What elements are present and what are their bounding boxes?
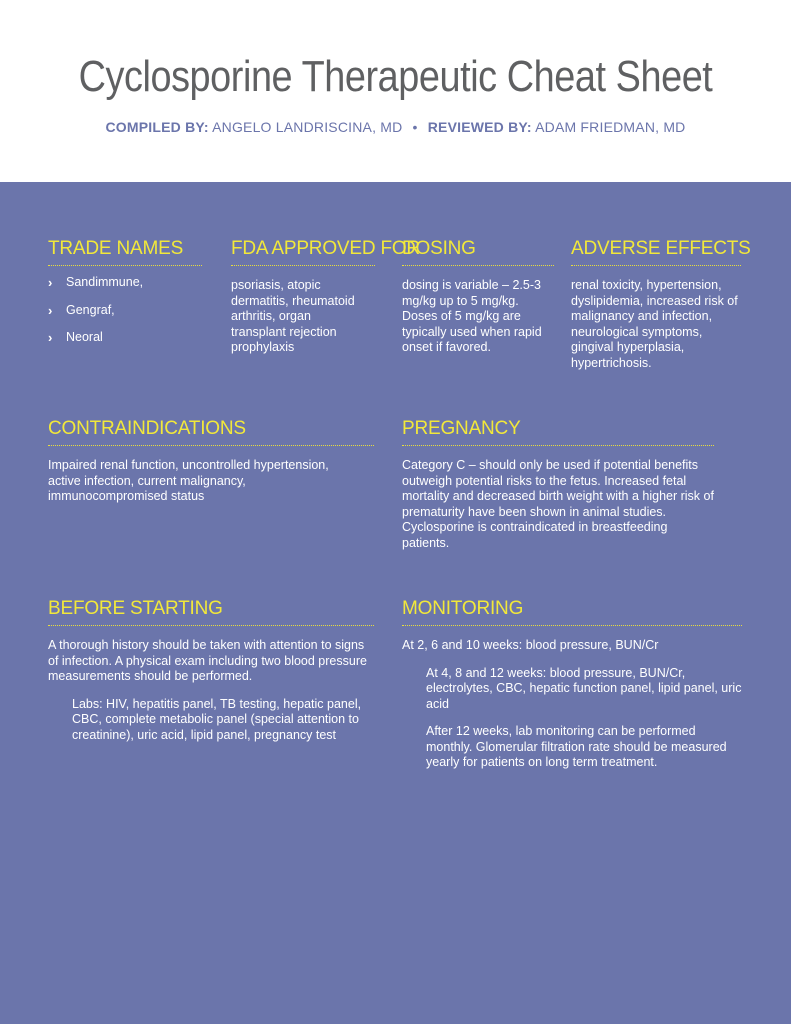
reviewed-by-label: REVIEWED BY: (427, 119, 532, 135)
section-trade-names (48, 238, 202, 358)
dosing-body: dosing is variable – 2.5-3 mg/kg up to 5 mg/kg. Doses of 5 mg/kg are typically used when rapid onset if favored. (402, 278, 542, 354)
adverse-effects-body: renal toxicity, hypertension, dyslipidemia, increased risk of malignancy and infection, neurological symptoms, gingival hyperplasia, hypertrichosis. (571, 278, 738, 370)
contraindications-title: CONTRAINDICATIONS (48, 418, 374, 446)
section-adverse-effects (571, 238, 751, 371)
list-item (48, 330, 202, 346)
trade-name: Sandimmune, (66, 275, 144, 289)
before-starting-text: A thorough history should be taken with attention to signs of infection. A physical exam including two blood pressure measurements should be performed. (48, 638, 367, 683)
trade-names-body (48, 275, 202, 346)
before-starting-body (48, 638, 374, 743)
dosing-title: DOSING (402, 238, 554, 266)
trade-names-title: TRADE NAMES (48, 238, 202, 266)
section-fda-approved (231, 238, 420, 356)
trade-name: Neoral (66, 330, 103, 344)
section-dosing (402, 238, 554, 356)
adverse-effects-title: ADVERSE EFFECTS (571, 238, 741, 266)
section-pregnancy (402, 418, 714, 551)
section-before-starting (48, 598, 374, 751)
credits-separator: • (412, 119, 418, 135)
pregnancy-body: Category C – should only be used if potential benefits outweigh potential risks to the fetus. Increased fetal mortality and decreased birth weight with a higher risk of prematurity have been shown in animal studies. Cyclosporine is contraindicated in breastfeeding patients. (402, 458, 714, 550)
section-monitoring (402, 598, 742, 779)
monitoring-p2: At 4, 8 and 12 weeks: blood pressure, BUN/Cr, electrolytes, CBC, hepatic function panel, lipid panel, uric acid (426, 665, 742, 711)
reviewed-by-name: ADAM FRIEDMAN, MD (535, 119, 686, 135)
section-contraindications (48, 418, 374, 505)
contraindications-body: Impaired renal function, uncontrolled hypertension, active infection, current malignancy, immunocompromised status (48, 458, 329, 503)
chevron-right-icon: › (48, 275, 53, 290)
compiled-by-label: COMPILED BY: (105, 119, 209, 135)
fda-approved-body: psoriasis, atopic dermatitis, rheumatoid arthritis, organ transplant rejection prophylaxis (231, 278, 355, 354)
trade-name: Gengraf, (66, 302, 115, 317)
monitoring-p3: After 12 weeks, lab monitoring can be performed monthly. Glomerular filtration rate should be measured yearly for patients on long term treatment. (426, 724, 727, 769)
fda-approved-title: FDA APPROVED FOR (231, 238, 375, 266)
trade-names-list (48, 275, 202, 346)
before-starting-labs: Labs: HIV, hepatitis panel, TB testing, hepatic panel, CBC, complete metabolic panel (special attention to creatinine), uric acid, lipid panel, pregnancy test (72, 696, 362, 742)
chevron-right-icon: › (48, 330, 53, 345)
chevron-right-icon: › (48, 302, 53, 318)
monitoring-p1: At 2, 6 and 10 weeks: blood pressure, BUN/Cr (402, 638, 659, 652)
header-band (0, 0, 791, 182)
monitoring-body (402, 638, 742, 771)
page-title: Cyclosporine Therapeutic Cheat Sheet (78, 52, 713, 101)
monitoring-title: MONITORING (402, 598, 742, 626)
before-starting-title: BEFORE STARTING (48, 598, 374, 626)
compiled-by-name: ANGELO LANDRISCINA, MD (212, 119, 403, 135)
list-item (48, 275, 202, 291)
credits-line (0, 119, 791, 135)
pregnancy-title: PREGNANCY (402, 418, 714, 446)
list-item (48, 303, 202, 319)
